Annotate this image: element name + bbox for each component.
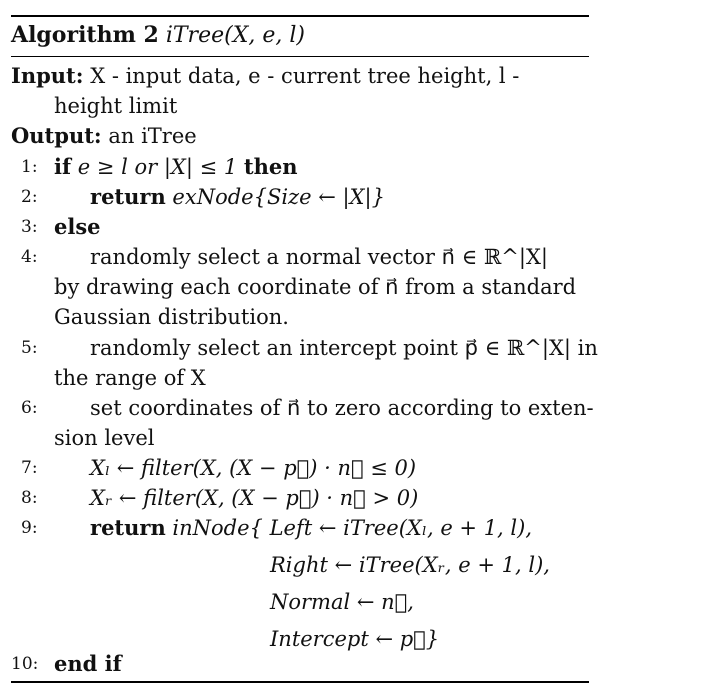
algorithm-caption bbox=[11, 23, 305, 48]
return-expression: exNode{Size ← |X|} bbox=[172, 185, 385, 209]
line-9-intercept: Intercept ← p⃗} bbox=[270, 627, 440, 651]
if-condition: e ≥ l or |X| ≤ 1 bbox=[77, 155, 238, 179]
line-5-continuation: the range of X bbox=[54, 366, 206, 390]
line-4-continuation: Gaussian distribution. bbox=[54, 305, 289, 329]
top-rule bbox=[11, 15, 589, 17]
line-number: 5: bbox=[21, 338, 38, 358]
line-8-text: Xᵣ ← filter(X, (X − p⃗) · n⃗ > 0) bbox=[90, 486, 419, 510]
algorithm-box bbox=[11, 0, 598, 691]
input-text: X - input data, e - current tree height, l - bbox=[90, 64, 520, 88]
line-5-text: randomly select an intercept point p⃗ ∈ ℝ^|X| in bbox=[90, 336, 598, 360]
innode-expression: inNode{ Left ← iTree(Xₗ, e + 1, l), bbox=[172, 516, 532, 540]
line-number: 6: bbox=[21, 398, 38, 418]
line-4-continuation: by drawing each coordinate of n⃗ from a standard bbox=[54, 275, 577, 299]
algorithm-name: iTree(X, e, l) bbox=[165, 23, 305, 48]
line-number: 4: bbox=[21, 247, 38, 267]
input-label: Input: bbox=[11, 63, 84, 88]
line-9-normal: Normal ← n⃗, bbox=[270, 590, 414, 614]
caption-rule bbox=[11, 56, 589, 57]
return-keyword: return bbox=[90, 515, 166, 540]
line-number: 2: bbox=[21, 187, 38, 207]
output-text: an iTree bbox=[108, 124, 197, 148]
else-keyword: else bbox=[54, 214, 101, 239]
line-number: 9: bbox=[21, 518, 38, 538]
input-line bbox=[11, 64, 519, 88]
algorithm-label: Algorithm 2 bbox=[11, 22, 159, 48]
line-6-continuation: sion level bbox=[54, 426, 155, 450]
line-number: 1: bbox=[21, 157, 38, 177]
line-number: 10: bbox=[11, 654, 39, 674]
line-7-text: Xₗ ← filter(X, (X − p⃗) · n⃗ ≤ 0) bbox=[90, 456, 417, 480]
line-number: 7: bbox=[21, 458, 38, 478]
if-keyword: if bbox=[54, 154, 72, 179]
line-number: 3: bbox=[21, 217, 38, 237]
input-continuation: height limit bbox=[54, 94, 178, 118]
end-if-keyword: end if bbox=[54, 651, 122, 676]
output-line bbox=[11, 124, 197, 148]
then-keyword: then bbox=[243, 154, 298, 179]
output-label: Output: bbox=[11, 123, 102, 148]
line-9-right: Right ← iTree(Xᵣ, e + 1, l), bbox=[270, 553, 550, 577]
line-number: 8: bbox=[21, 488, 38, 508]
bottom-rule bbox=[11, 681, 589, 683]
line-6-text: set coordinates of n⃗ to zero according to exten- bbox=[90, 396, 594, 420]
return-keyword: return bbox=[90, 184, 166, 209]
line-4-text: randomly select a normal vector n⃗ ∈ ℝ^|X| bbox=[90, 245, 548, 269]
